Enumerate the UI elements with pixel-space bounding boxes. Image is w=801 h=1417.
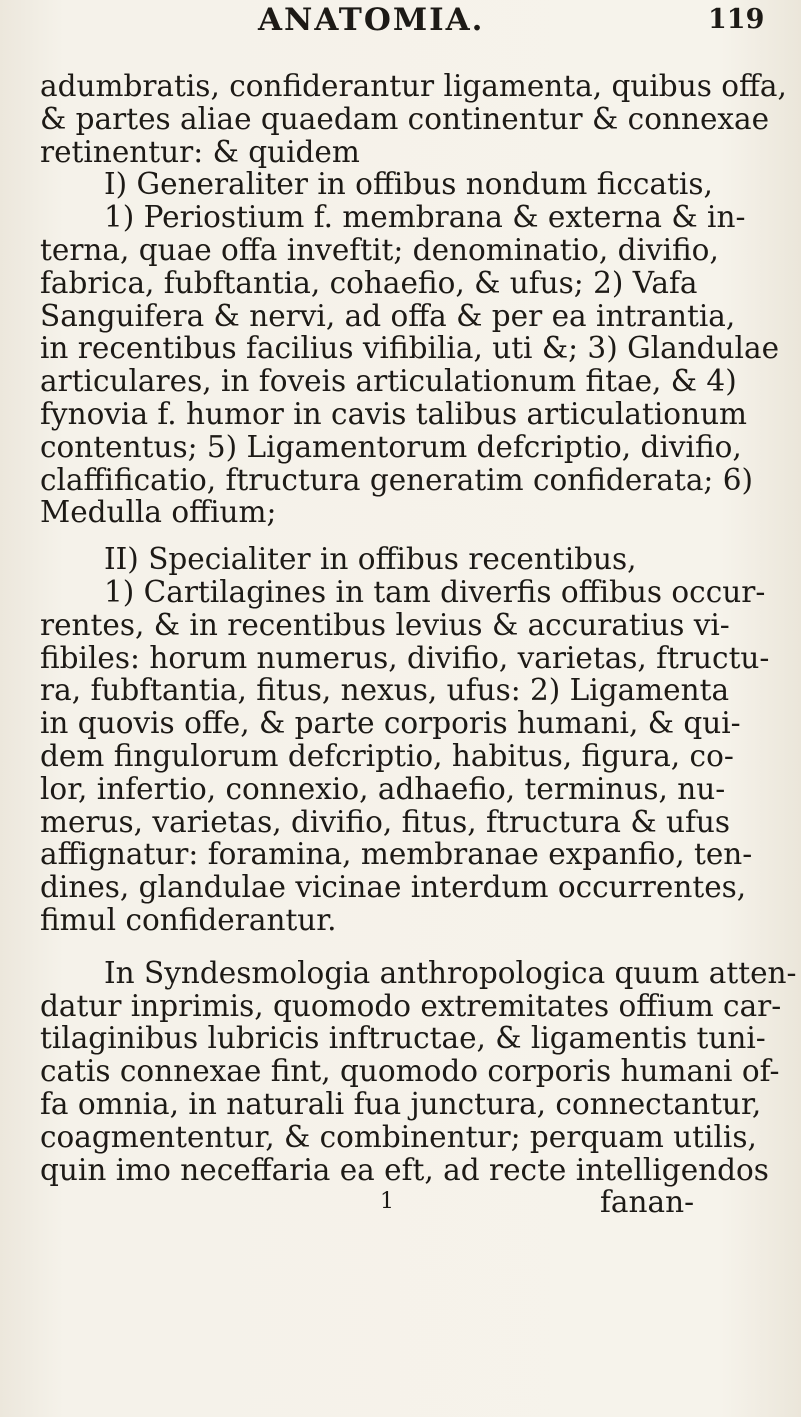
text-line: fibiles: horum numerus, divifio, varietas, ftructu- bbox=[40, 640, 770, 675]
text-line: fynovia f. humor in cavis talibus articulationum bbox=[40, 396, 748, 431]
text-line: fa omnia, in naturali fua junctura, connectantur, bbox=[40, 1086, 762, 1121]
text-line: articulares, in foveis articulationum fitae, & 4) bbox=[40, 364, 737, 399]
text-line: terna, quae offa inveftit; denominatio, divifio, bbox=[40, 232, 719, 267]
text-line: affignatur: foramina, membranae expanfio, ten- bbox=[40, 837, 753, 872]
catchword: fanan- bbox=[600, 1185, 695, 1220]
text-line: dines, glandulae vicinae interdum occurrentes, bbox=[40, 870, 747, 905]
text-line: Medulla offium; bbox=[40, 495, 277, 530]
section-heading-special: II) Specialiter in offibus recentibus, bbox=[104, 542, 637, 577]
text-line: 1) Periostium f. membrana & externa & in- bbox=[104, 200, 746, 235]
text-line: claffificatio, ftructura generatim confiderata; 6) bbox=[40, 462, 753, 497]
text-line: quin imo neceffaria ea eft, ad recte intelligendos bbox=[40, 1152, 769, 1187]
text-line: in quovis offe, & parte corporis humani, & qui- bbox=[40, 706, 741, 741]
text-line: merus, varietas, divifio, fitus, ftructura & ufus bbox=[40, 804, 731, 839]
text-line: rentes, & in recentibus levius & accuratius vi- bbox=[40, 607, 730, 642]
section-heading-general: I) Generaliter in offibus nondum ficcatis, bbox=[104, 167, 713, 202]
text-line: coagmententur, & combinentur; perquam utilis, bbox=[40, 1119, 757, 1154]
text-line: lor, infertio, connexio, adhaefio, terminus, nu- bbox=[40, 771, 726, 806]
paragraph-start: In Syndesmologia anthropologica quum atten- bbox=[104, 955, 797, 990]
footer-line bbox=[40, 1186, 780, 1219]
text-line: datur inprimis, quomodo extremitates offium car- bbox=[40, 988, 782, 1023]
text-line: & partes aliae quaedam continentur & connexae bbox=[40, 101, 770, 136]
text-line: ra, fubftantia, fitus, nexus, ufus: 2) Ligamenta bbox=[40, 673, 730, 708]
text-line: 1) Cartilagines in tam diverfis offibus occur- bbox=[104, 574, 766, 609]
text-line: retinentur: & quidem bbox=[40, 134, 360, 169]
page-header bbox=[0, 0, 801, 64]
body-text bbox=[40, 69, 797, 1220]
text-line: Sanguifera & nervi, ad offa & per ea intrantia, bbox=[40, 298, 736, 333]
text-line: adumbratis, confiderantur ligamenta, quibus offa, bbox=[40, 69, 787, 103]
signature-mark: 1 bbox=[380, 1189, 394, 1215]
text-line: fabrica, fubftantia, cohaefio, & ufus; 2) Vafa bbox=[40, 265, 698, 300]
text-line: catis connexae fint, quomodo corporis humani of- bbox=[40, 1054, 780, 1089]
text-line: dem fingulorum defcriptio, habitus, figura, co- bbox=[40, 738, 734, 773]
text-line: fimul confiderantur. bbox=[40, 902, 337, 937]
text-line: in recentibus facilius vifibilia, uti &; 3) Glandulae bbox=[40, 331, 780, 366]
running-head: ANATOMIA. bbox=[258, 2, 485, 38]
text-line: tilaginibus lubricis inftructae, & ligamentis tuni- bbox=[40, 1021, 766, 1056]
page-number: 119 bbox=[708, 4, 765, 35]
text-line: contentus; 5) Ligamentorum defcriptio, divifio, bbox=[40, 429, 742, 464]
